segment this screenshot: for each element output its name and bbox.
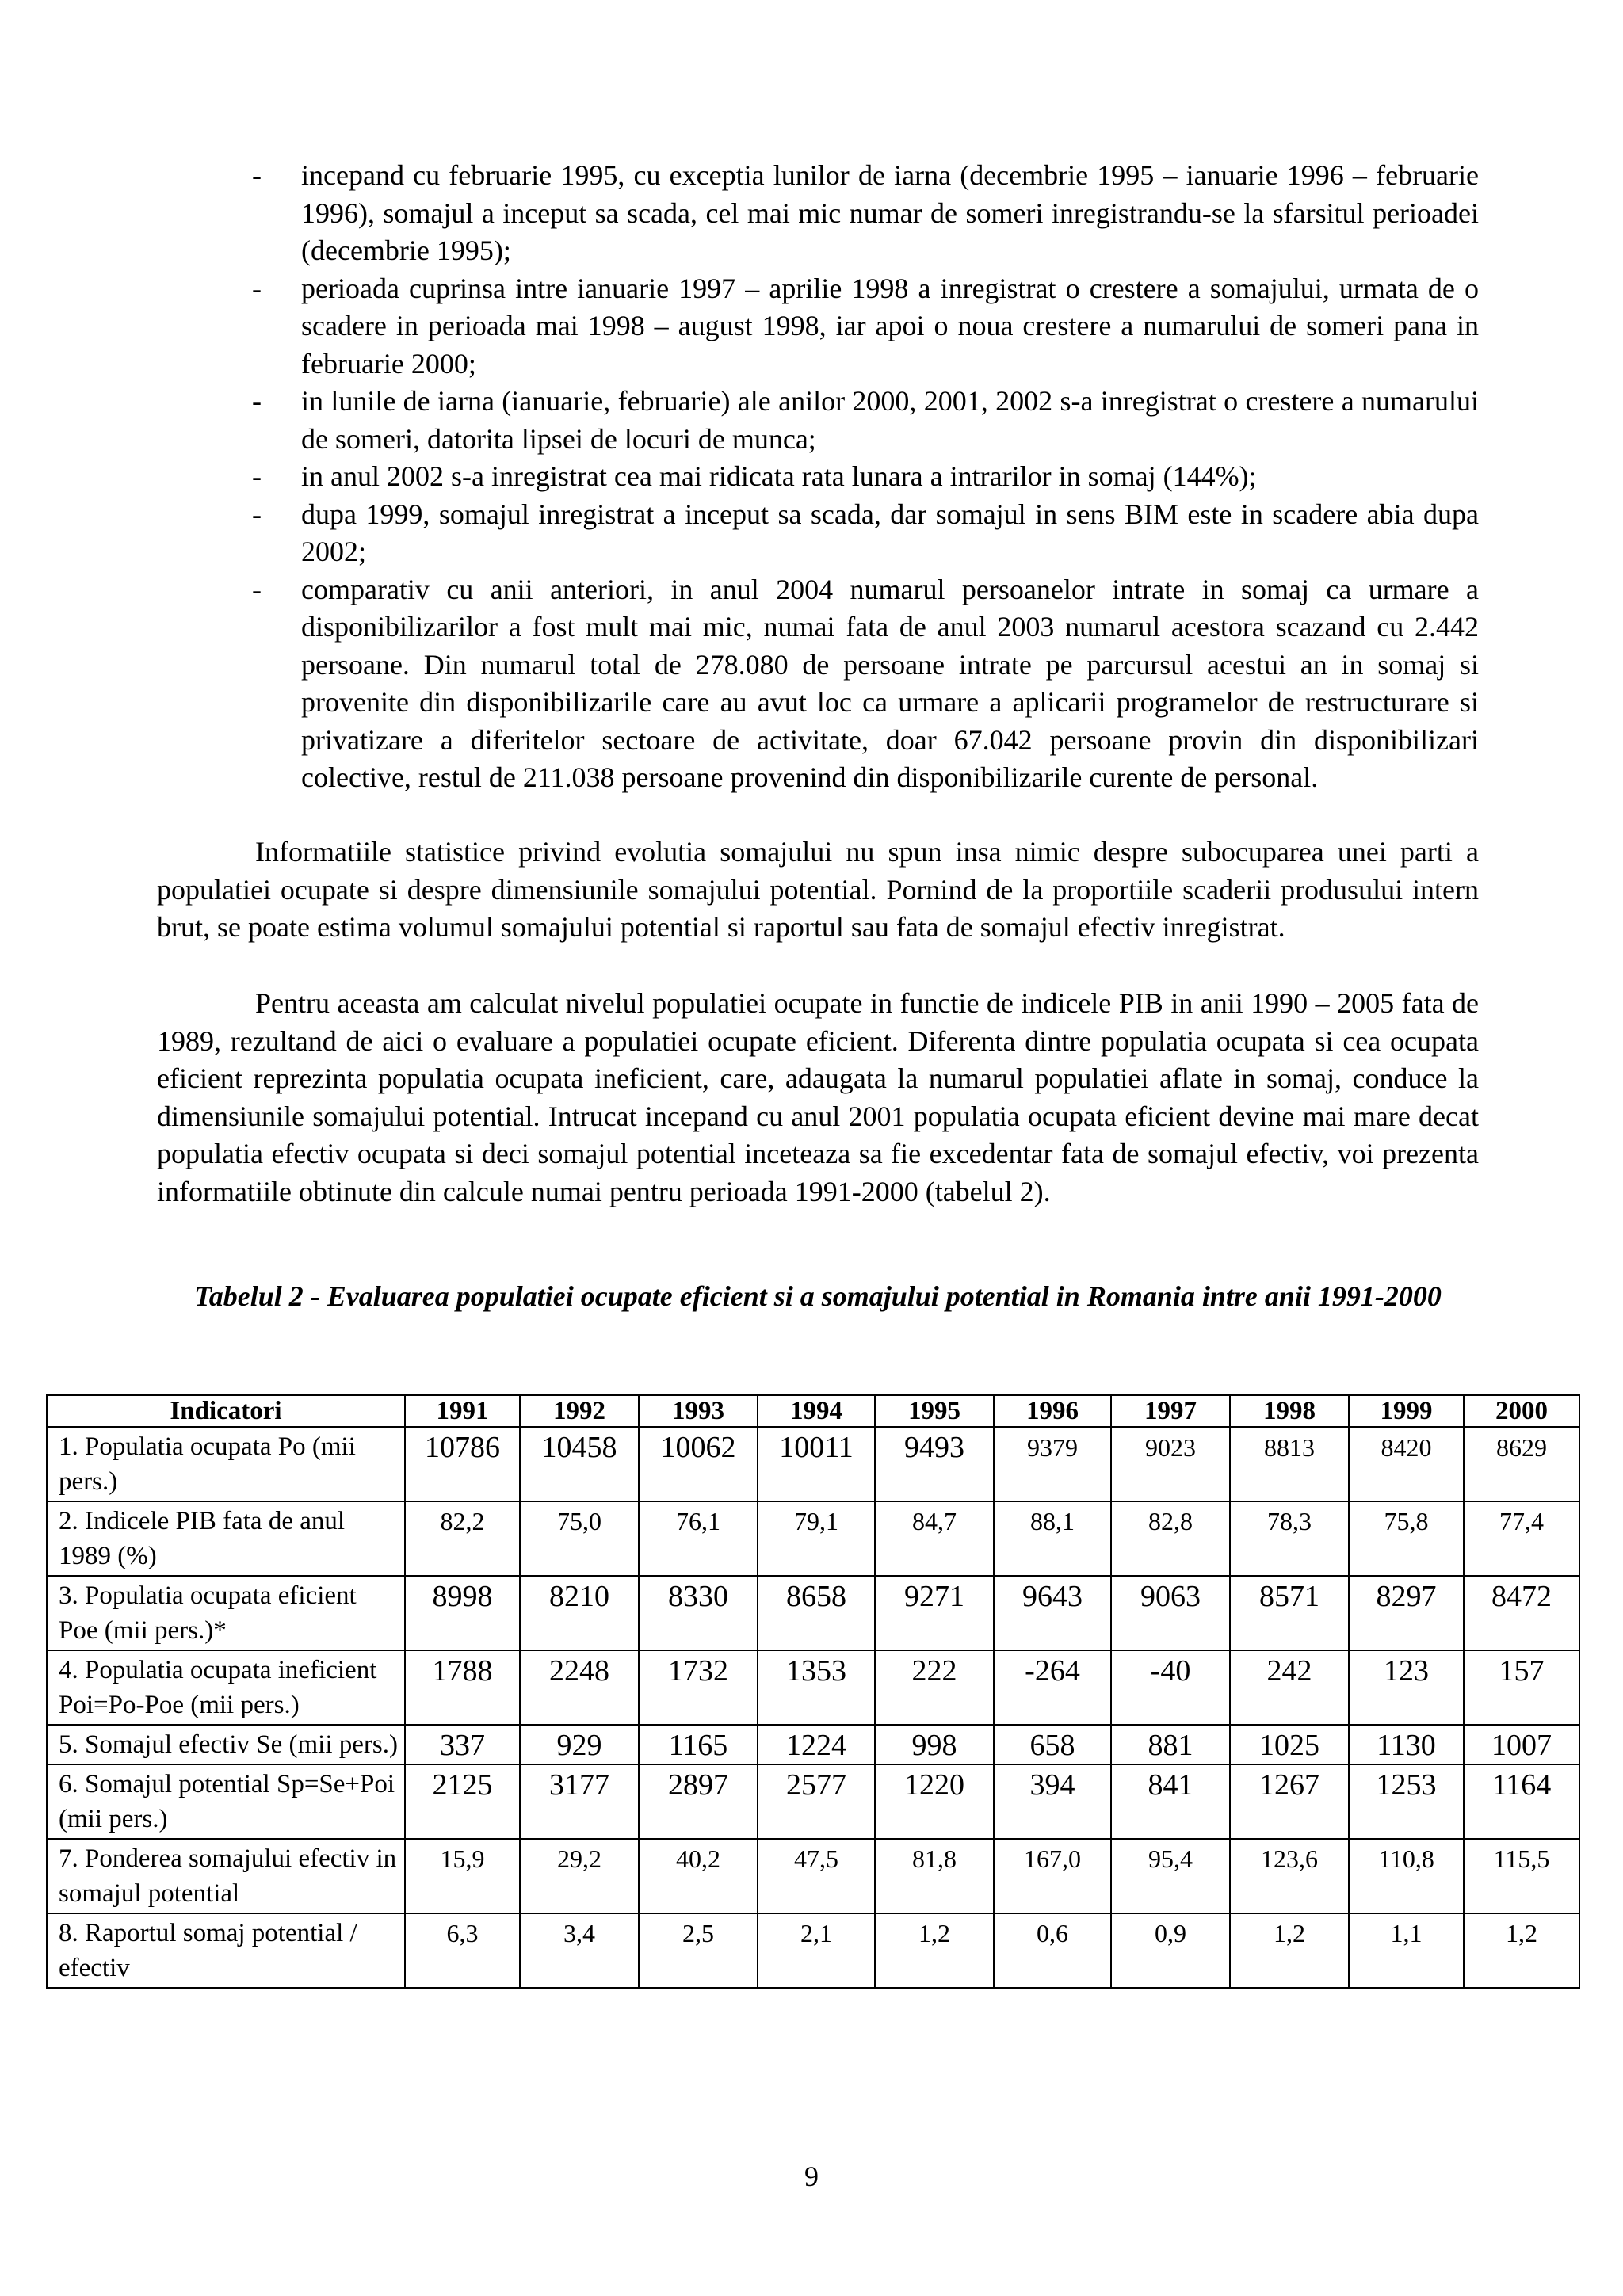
table-cell: 40,2 bbox=[639, 1839, 758, 1913]
data-table bbox=[46, 1394, 1580, 1989]
table-cell: 242 bbox=[1230, 1650, 1349, 1725]
table-cell: 123,6 bbox=[1230, 1839, 1349, 1913]
table-cell: 123 bbox=[1349, 1650, 1464, 1725]
bullet-dash: - bbox=[252, 272, 262, 304]
row-label: 7. Ponderea somajului efectiv in somajul potential bbox=[47, 1839, 405, 1913]
bullet-item bbox=[252, 496, 1479, 571]
table-cell: 8210 bbox=[520, 1576, 639, 1650]
table-cell: 1,2 bbox=[1230, 1913, 1349, 1988]
table-row bbox=[47, 1725, 1579, 1764]
table-caption: Tabelul 2 - Evaluarea populatiei ocupate eficient si a somajului potential in Romania intre anii 1991-2000 bbox=[194, 1280, 1442, 1312]
table-row bbox=[47, 1501, 1579, 1576]
table-cell: 8330 bbox=[639, 1576, 758, 1650]
table-row bbox=[47, 1576, 1579, 1650]
row-label: 6. Somajul potential Sp=Se+Poi (mii pers.) bbox=[47, 1764, 405, 1839]
bullet-item bbox=[252, 571, 1479, 797]
table-cell: 9023 bbox=[1111, 1427, 1230, 1501]
bullet-item bbox=[252, 458, 1479, 496]
table-cell: 77,4 bbox=[1464, 1501, 1579, 1576]
table-cell: 8571 bbox=[1230, 1576, 1349, 1650]
table-cell: 929 bbox=[520, 1725, 639, 1764]
table-row bbox=[47, 1913, 1579, 1988]
row-label: 2. Indicele PIB fata de anul 1989 (%) bbox=[47, 1501, 405, 1576]
bullet-dash: - bbox=[252, 498, 262, 530]
table-cell: 658 bbox=[994, 1725, 1111, 1764]
column-header: Indicatori bbox=[47, 1395, 405, 1427]
table-cell: 84,7 bbox=[875, 1501, 994, 1576]
table-cell: 6,3 bbox=[405, 1913, 520, 1988]
column-header: 1996 bbox=[994, 1395, 1111, 1427]
table-cell: 9063 bbox=[1111, 1576, 1230, 1650]
row-label: 4. Populatia ocupata ineficient Poi=Po-Poe (mii pers.) bbox=[47, 1650, 405, 1725]
table-cell: 1,2 bbox=[1464, 1913, 1579, 1988]
table-cell: 222 bbox=[875, 1650, 994, 1725]
table-cell: 0,9 bbox=[1111, 1913, 1230, 1988]
table-cell: 1,2 bbox=[875, 1913, 994, 1988]
row-label: 1. Populatia ocupata Po (mii pers.) bbox=[47, 1427, 405, 1501]
table-cell: 1353 bbox=[758, 1650, 875, 1725]
table-cell: 2248 bbox=[520, 1650, 639, 1725]
bullet-text: in lunile de iarna (ianuarie, februarie) ale anilor 2000, 2001, 2002 s-a inregistrat o crestere a numarului de someri, datorita lipsei de locuri de munca; bbox=[301, 385, 1479, 455]
table-cell: 1267 bbox=[1230, 1764, 1349, 1839]
table-cell: 8472 bbox=[1464, 1576, 1579, 1650]
column-header: 1991 bbox=[405, 1395, 520, 1427]
table-cell: 157 bbox=[1464, 1650, 1579, 1725]
table-cell: 337 bbox=[405, 1725, 520, 1764]
table-cell: 75,8 bbox=[1349, 1501, 1464, 1576]
bullet-text: dupa 1999, somajul inregistrat a inceput sa scada, dar somajul in sens BIM este in scadere abia dupa 2002; bbox=[301, 498, 1479, 567]
bullet-text: incepand cu februarie 1995, cu exceptia lunilor de iarna (decembrie 1995 – ianuarie 1996 – februarie 1996), somajul a inceput sa scada, cel mai mic numar de someri inregistrandu-se la sfarsitul perioadei (decembrie 1995); bbox=[301, 159, 1479, 266]
column-header: 1999 bbox=[1349, 1395, 1464, 1427]
row-label: 8. Raportul somaj potential / efectiv bbox=[47, 1913, 405, 1988]
table-cell: 1007 bbox=[1464, 1725, 1579, 1764]
table-cell: 3177 bbox=[520, 1764, 639, 1839]
table-cell: 8998 bbox=[405, 1576, 520, 1650]
table-cell: 1224 bbox=[758, 1725, 875, 1764]
column-header: 1993 bbox=[639, 1395, 758, 1427]
table-cell: 2897 bbox=[639, 1764, 758, 1839]
table-cell: 1253 bbox=[1349, 1764, 1464, 1839]
bullet-dash: - bbox=[252, 159, 262, 191]
bullet-item bbox=[252, 270, 1479, 383]
table-cell: 8629 bbox=[1464, 1427, 1579, 1501]
bullet-dash: - bbox=[252, 573, 262, 605]
bullet-item bbox=[252, 383, 1479, 458]
bullet-text: comparativ cu anii anteriori, in anul 2004 numarul persoanelor intrate in somaj ca urmare a disponibilizarilor a fost mult mai mic, numai fata de anul 2003 numarul acestora scazand cu 2.442 persoane. Din numarul total de 278.080 de persoane intrate pe parcursul acestui an in somaj si provenite din disponibilizarile care au avut loc ca urmare a aplicarii programelor de restructurare si privatizare a diferitelor sectoare de activitate, doar 67.042 persoane provin din disponibilizari colective, restul de 211.038 persoane provenind din disponibilizarile curente de personal. bbox=[301, 573, 1479, 793]
table-cell: 76,1 bbox=[639, 1501, 758, 1576]
table-row bbox=[47, 1839, 1579, 1913]
table-cell: 1220 bbox=[875, 1764, 994, 1839]
table-cell: 78,3 bbox=[1230, 1501, 1349, 1576]
table-cell: 0,6 bbox=[994, 1913, 1111, 1988]
column-header: 1995 bbox=[875, 1395, 994, 1427]
table-cell: -40 bbox=[1111, 1650, 1230, 1725]
table-cell: 167,0 bbox=[994, 1839, 1111, 1913]
table-cell: 2577 bbox=[758, 1764, 875, 1839]
column-header: 1992 bbox=[520, 1395, 639, 1427]
table-cell: 1164 bbox=[1464, 1764, 1579, 1839]
table-cell: 9493 bbox=[875, 1427, 994, 1501]
table-cell: 95,4 bbox=[1111, 1839, 1230, 1913]
column-header: 1997 bbox=[1111, 1395, 1230, 1427]
table-cell: 3,4 bbox=[520, 1913, 639, 1988]
bullet-text: in anul 2002 s-a inregistrat cea mai ridicata rata lunara a intrarilor in somaj (144%); bbox=[301, 460, 1257, 492]
table-row bbox=[47, 1427, 1579, 1501]
table-cell: 82,8 bbox=[1111, 1501, 1230, 1576]
column-header: 2000 bbox=[1464, 1395, 1579, 1427]
table-cell: -264 bbox=[994, 1650, 1111, 1725]
bullet-list bbox=[252, 157, 1479, 797]
table-cell: 1165 bbox=[639, 1725, 758, 1764]
table-cell: 1732 bbox=[639, 1650, 758, 1725]
table-cell: 9271 bbox=[875, 1576, 994, 1650]
table-cell: 2,1 bbox=[758, 1913, 875, 1988]
table-cell: 1,1 bbox=[1349, 1913, 1464, 1988]
table-cell: 115,5 bbox=[1464, 1839, 1579, 1913]
table-cell: 881 bbox=[1111, 1725, 1230, 1764]
table-cell: 10062 bbox=[639, 1427, 758, 1501]
table-cell: 15,9 bbox=[405, 1839, 520, 1913]
bullet-dash: - bbox=[252, 385, 262, 417]
table-cell: 1130 bbox=[1349, 1725, 1464, 1764]
table-cell: 29,2 bbox=[520, 1839, 639, 1913]
row-label: 3. Populatia ocupata eficient Poe (mii pers.)* bbox=[47, 1576, 405, 1650]
table-row bbox=[47, 1764, 1579, 1839]
table-cell: 81,8 bbox=[875, 1839, 994, 1913]
table-cell: 82,2 bbox=[405, 1501, 520, 1576]
body-paragraph: Informatiile statistice privind evolutia somajului nu spun insa nimic despre subocuparea unei parti a populatiei ocupate si despre dimensiunile somajului potential. Pornind de la proportiile scaderii produsului intern brut, se poate estima volumul somajului potential si raportul sau fata de somajul efectiv inregistrat. bbox=[157, 836, 1479, 943]
row-label: 5. Somajul efectiv Se (mii pers.) bbox=[47, 1725, 405, 1764]
table-cell: 1788 bbox=[405, 1650, 520, 1725]
table-cell: 10786 bbox=[405, 1427, 520, 1501]
table-cell: 110,8 bbox=[1349, 1839, 1464, 1913]
body-paragraph: Pentru aceasta am calculat nivelul populatiei ocupate in functie de indicele PIB in anii 1990 – 2005 fata de 1989, rezultand de aici o evaluare a populatiei ocupate eficient. Diferenta dintre populatia ocupata si cea ocupata eficient reprezinta populatia ocupata ineficient, care, adaugata la numarul populatiei aflate in somaj, conduce la dimensiunile somajului potential. Intrucat incepand cu anul 2001 populatia ocupata eficient devine mai mare decat populatia efectiv ocupata si deci somajul potential inceteaza sa fie excedentar fata de somajul efectiv, voi prezenta informatiile obtinute din calcule numai pentru perioada 1991-2000 (tabelul 2). bbox=[157, 987, 1479, 1207]
table-cell: 998 bbox=[875, 1725, 994, 1764]
table-cell: 10011 bbox=[758, 1427, 875, 1501]
table-cell: 88,1 bbox=[994, 1501, 1111, 1576]
bullet-dash: - bbox=[252, 460, 262, 492]
table-cell: 1025 bbox=[1230, 1725, 1349, 1764]
table-cell: 10458 bbox=[520, 1427, 639, 1501]
bullet-item bbox=[252, 157, 1479, 270]
table-row bbox=[47, 1650, 1579, 1725]
table-cell: 8813 bbox=[1230, 1427, 1349, 1501]
column-header: 1994 bbox=[758, 1395, 875, 1427]
table-cell: 75,0 bbox=[520, 1501, 639, 1576]
table-cell: 8420 bbox=[1349, 1427, 1464, 1501]
table-cell: 2,5 bbox=[639, 1913, 758, 1988]
column-header: 1998 bbox=[1230, 1395, 1349, 1427]
table-cell: 2125 bbox=[405, 1764, 520, 1839]
table-header-row bbox=[47, 1395, 1579, 1427]
table-cell: 79,1 bbox=[758, 1501, 875, 1576]
page-number: 9 bbox=[804, 2161, 819, 2192]
table-cell: 841 bbox=[1111, 1764, 1230, 1839]
table-cell: 9379 bbox=[994, 1427, 1111, 1501]
bullet-text: perioada cuprinsa intre ianuarie 1997 – aprilie 1998 a inregistrat o crestere a somajului, urmata de o scadere in perioada mai 1998 – august 1998, iar apoi o noua crestere a numarului de someri pana in februarie 2000; bbox=[301, 272, 1479, 379]
table-cell: 47,5 bbox=[758, 1839, 875, 1913]
table-cell: 8658 bbox=[758, 1576, 875, 1650]
table-cell: 9643 bbox=[994, 1576, 1111, 1650]
table-cell: 394 bbox=[994, 1764, 1111, 1839]
table-cell: 8297 bbox=[1349, 1576, 1464, 1650]
